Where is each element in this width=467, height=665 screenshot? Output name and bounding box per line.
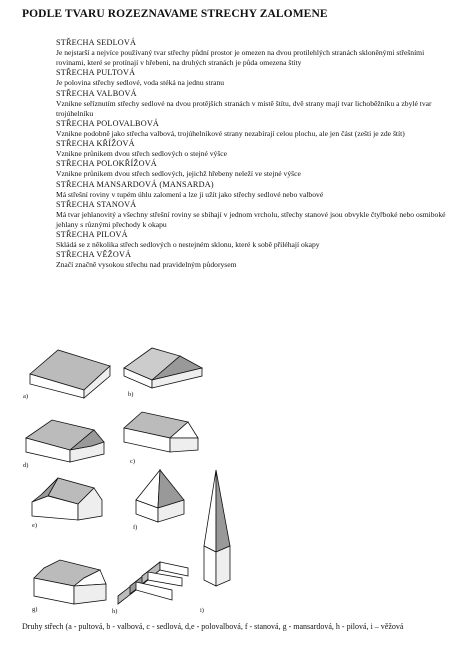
roof-type-name: STŘECHA SEDLOVÁ	[56, 38, 137, 47]
roof-type-description: Vznikne průnikem dvou střech sedlových, jejichž hřebeny neleží ve stejné výšce	[56, 169, 301, 179]
figure-label: a)	[23, 393, 29, 400]
roof-type-description: Značí značně vysokou střechu nad pravidelným půdorysem	[56, 260, 237, 270]
roof-type-description: Má střešní roviny v tupém úhlu zalomení a lze ji užít jako střechy sedlové nebo valbové	[56, 189, 324, 199]
figure-label: d)	[23, 462, 29, 469]
figure-b-valbova	[118, 340, 208, 396]
roof-type-name: STŘECHA PILOVÁ	[56, 230, 128, 240]
roof-type-description: Vznikne seříznutím střechy sedlové na dvou protějších stranách v místě štítu, dvě strany mají tvar lichoběžníku a zbylé tvar trojúhelníku	[56, 98, 432, 118]
page-title: PODLE TVARU ROZEZNAVAME STRECHY ZALOMENE	[22, 8, 328, 20]
figure-label: i)	[200, 607, 204, 614]
figure-label: g)	[32, 606, 38, 613]
roof-type-name: STŘECHA STANOVÁ	[56, 199, 137, 209]
figure-label: c)	[130, 458, 136, 465]
roof-type-name: STŘECHA POLOVALBOVÁ	[56, 119, 160, 129]
figure-i-vezova	[190, 468, 242, 606]
figure-c-sedlova	[120, 404, 202, 460]
figure-caption: Druhy střech (a - pultová, b - valbová, c - sedlová, d,e - polovalbová, f - stanová, g - mansardová, h - pilová, i – věžová	[22, 622, 404, 631]
roof-type-name: STŘECHA VALBOVÁ	[56, 88, 137, 98]
roof-type-description: Je polovina střechy sedlové, voda stéká na jednu stranu	[56, 78, 225, 88]
roof-type-description: Skládá se z několika střech sedlových o nestejném sklonu, které k sobě přiléhají okapy	[56, 240, 320, 250]
roof-type-name: STŘECHA PULTOVÁ	[56, 68, 136, 78]
figure-g-mansardova	[30, 556, 110, 612]
figure-a-pultova	[18, 344, 118, 400]
roof-type-name: STŘECHA MANSARDOVÁ (MANSARDA)	[56, 179, 214, 189]
roof-type-description: Vznikne průnikem dvou střech sedlových o stejné výšce	[56, 149, 228, 159]
figure-label: f)	[133, 524, 138, 531]
figure-f-stanova	[130, 466, 190, 528]
roof-type-name: STŘECHA POLOKŘÍŽOVÁ	[56, 159, 157, 169]
roof-type-description: Má tvar jehlanovitý a všechny střešní roviny se sbíhají v jednom vrcholu, střechy stanové jsou obvykle čtyřboké nebo osmiboké jehlany s různými přechody k okapu	[56, 209, 446, 230]
roof-type-description: Vznikne podobně jako střecha valbová, trojúhelníkové strany nezabírají celou plochu, ale jen část (zešti je zde štít)	[56, 129, 405, 139]
roof-type-name: STŘECHA VĚŽOVÁ	[56, 250, 132, 260]
figure-d-polovalbova	[18, 412, 110, 468]
roof-type-name: STŘECHA KŘÍŽOVÁ	[56, 139, 135, 149]
figure-h-pilova	[112, 556, 192, 612]
figure-label: b)	[128, 391, 134, 398]
roof-type-description: Je nejstarší a nejvíce používaný tvar střechy půdní prostor je omezen na dvou protilehlých stranách skloněnými střešními rovinami, které se protínají v hřebeni, na druhých stranách je půda omezena štíty	[56, 48, 425, 68]
figure-label: h)	[112, 608, 118, 615]
figure-label: e)	[32, 522, 38, 529]
figure-e-polovalbova	[18, 472, 110, 528]
